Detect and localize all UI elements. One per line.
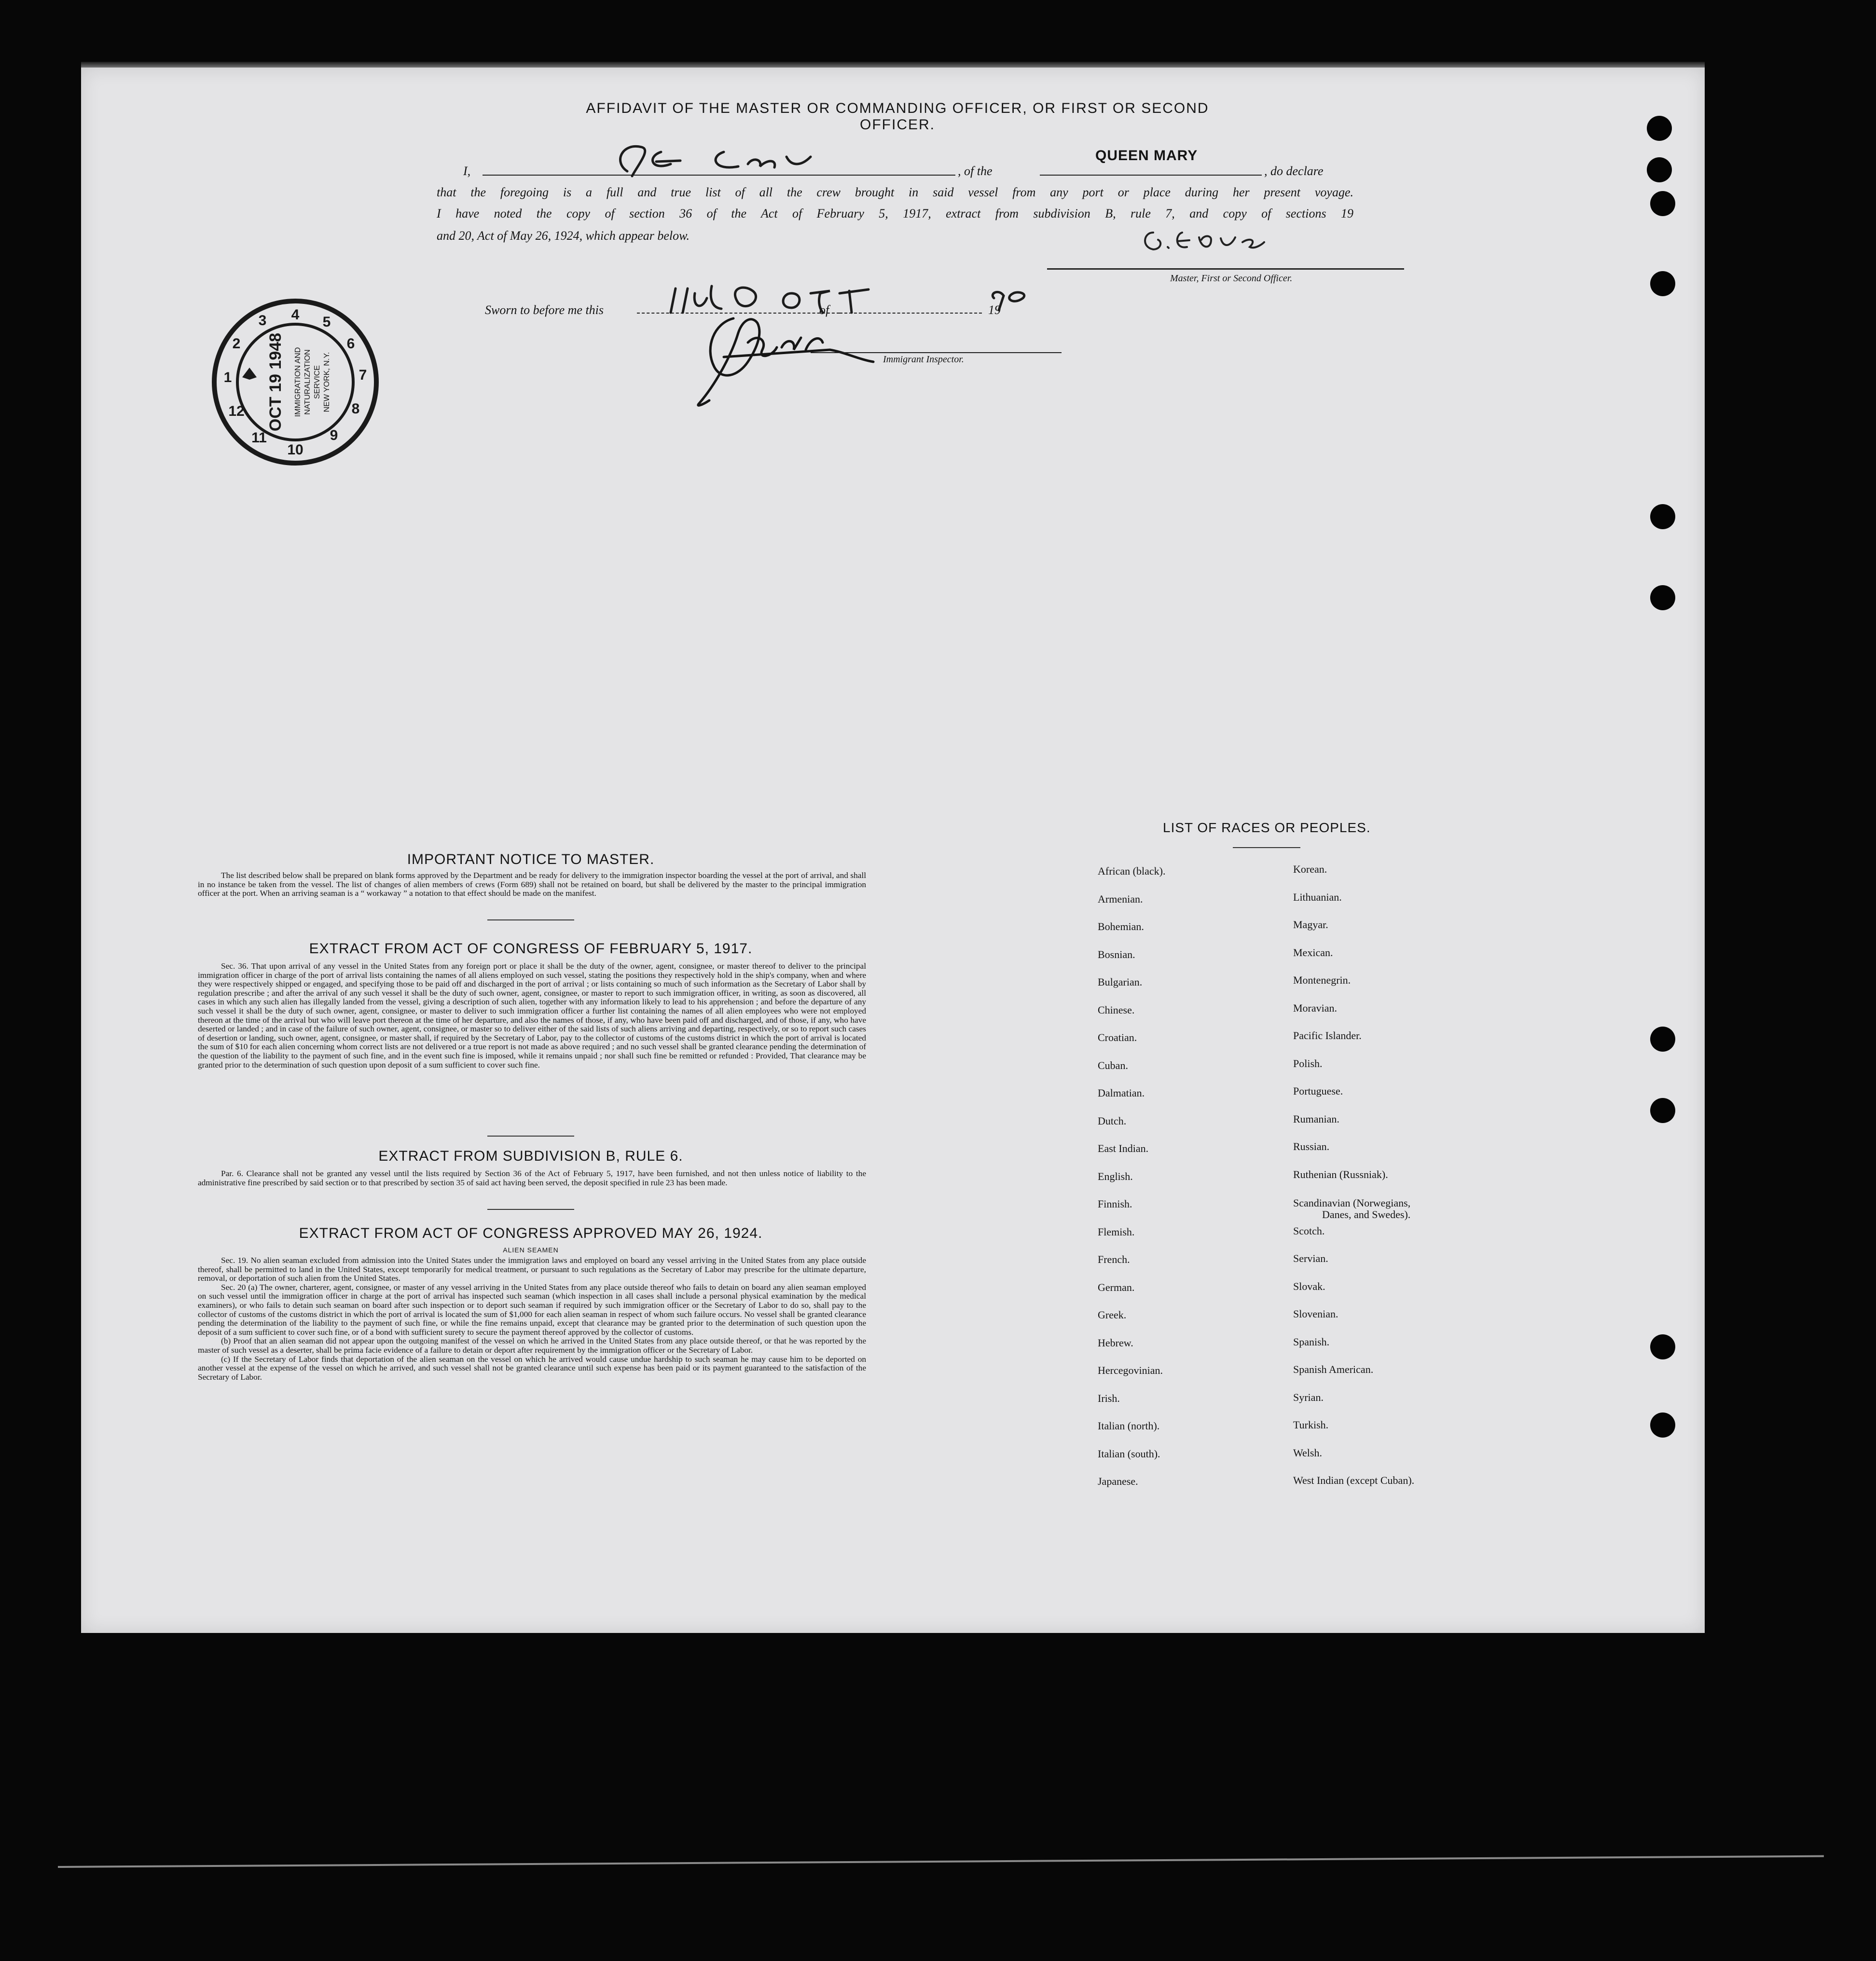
binder-hole xyxy=(1647,157,1672,182)
svg-text:4: 4 xyxy=(291,307,300,323)
master-signature-line xyxy=(1047,268,1404,270)
race-item: Dutch. xyxy=(1098,1115,1127,1127)
svg-text:5: 5 xyxy=(322,314,331,330)
svg-text:12: 12 xyxy=(228,403,245,419)
notice-heading: IMPORTANT NOTICE TO MASTER. xyxy=(407,851,655,867)
svg-text:9: 9 xyxy=(330,427,338,443)
affidavit-line-1: that the foregoing is a full and true list of all the crew brought in said vessel from any port or place during her present voyage. xyxy=(437,185,1353,199)
race-item: Moravian. xyxy=(1293,1002,1338,1014)
svg-text:6: 6 xyxy=(346,336,355,352)
race-item: Lithuanian. xyxy=(1293,891,1342,903)
binder-hole xyxy=(1650,191,1675,216)
race-item: Croatian. xyxy=(1098,1031,1137,1043)
ship-name-line xyxy=(1040,175,1262,176)
master-signature xyxy=(1139,223,1293,257)
race-item: Italian (north). xyxy=(1098,1420,1160,1432)
immigration-date-stamp xyxy=(208,295,382,469)
binder-hole xyxy=(1650,1334,1675,1359)
inspector-caption: Immigrant Inspector. xyxy=(883,354,964,365)
extract-1924-heading: EXTRACT FROM ACT OF CONGRESS APPROVED MAY 26, 1924. xyxy=(299,1225,763,1241)
notice-paragraph: The list described below shall be prepared on blank forms approved by the Department and be ready for delivery to the immigration inspector boarding the vessel at the port of arrival, and shall in no instance be taken from the vessel. The list of changes of alien members of crews (Form 689) shall not be retained on board, but shall be delivered by the master to the principal immigration officer at the port. When an arriving seaman is a “ workaway ” a notation to that effect should be made on the manifest. xyxy=(198,871,866,898)
race-item: Bulgarian. xyxy=(1098,976,1143,988)
year-prefix: 19 xyxy=(988,303,1001,317)
affidavit-line-3: and 20, Act of May 26, 1924, which appear below. xyxy=(437,229,690,243)
race-item: Japanese. xyxy=(1098,1475,1138,1487)
stamp-date: OCT 19 1948 xyxy=(266,332,285,432)
section-20b-paragraph: (b) Proof that an alien seaman did not appear upon the outgoing manifest of the vessel on which he arrived in the United States from any place outside thereof, or that he was reported by the master of such vessel as a deserter, shall be prima facie evidence of a failure to detain or deport after requirement by the immigration officer or the Secretary of Labor. xyxy=(198,1336,866,1355)
do-declare-label: , do declare xyxy=(1264,164,1324,178)
section-19-paragraph: Sec. 19. No alien seaman excluded from admission into the United States under the immigration laws and employed on board any vessel arriving in the United States from any place outside thereof, shall be permitted to land in the United States, except temporarily for medical treatment, or pursuant to such regulations as the Secretary of Labor may prescribe for the ultimate departure, removal, or deportation of such alien from the United States. xyxy=(198,1256,866,1283)
binder-hole xyxy=(1650,585,1675,610)
svg-text:SERVICE: SERVICE xyxy=(313,365,321,399)
binder-hole xyxy=(1650,1027,1675,1052)
race-item: Chinese. xyxy=(1098,1004,1135,1016)
race-item: English. xyxy=(1098,1170,1133,1182)
race-item: Armenian. xyxy=(1098,893,1143,905)
race-item: Slovak. xyxy=(1293,1280,1325,1292)
race-item: German. xyxy=(1098,1281,1135,1293)
master-caption: Master, First or Second Officer. xyxy=(1170,273,1293,284)
race-item: Pacific Islander. xyxy=(1293,1029,1362,1042)
binder-hole xyxy=(1647,116,1672,141)
race-item: Cuban. xyxy=(1098,1059,1128,1071)
extract-1917-heading: EXTRACT FROM ACT OF CONGRESS OF FEBRUARY 5, 1917. xyxy=(309,941,753,957)
race-item: French. xyxy=(1098,1253,1130,1265)
race-item: Magyar. xyxy=(1293,919,1328,931)
ship-name: QUEEN MARY xyxy=(1095,148,1198,164)
race-item: Irish. xyxy=(1098,1392,1120,1404)
divider xyxy=(487,1209,574,1210)
rule-6-body xyxy=(198,1169,866,1187)
affidavit-title: AFFIDAVIT OF THE MASTER OR COMMANDING OFFICER, OR FIRST OR SECOND OFFICER. xyxy=(586,100,1209,133)
extract-1924-body xyxy=(198,1256,866,1382)
svg-text:3: 3 xyxy=(258,313,267,329)
race-item: Flemish. xyxy=(1098,1226,1135,1238)
race-item: Scotch. xyxy=(1293,1225,1325,1237)
race-item: Hebrew. xyxy=(1098,1337,1133,1349)
race-item: Servian. xyxy=(1293,1252,1328,1264)
binder-hole xyxy=(1650,1098,1675,1123)
declarant-prefix: I, xyxy=(463,164,471,178)
race-item: Welsh. xyxy=(1293,1447,1322,1459)
race-item: Russian. xyxy=(1293,1140,1330,1152)
race-item: Scandinavian (Norwegians, xyxy=(1293,1197,1411,1209)
inspector-signature-line xyxy=(811,352,1062,353)
svg-text:10: 10 xyxy=(287,442,303,458)
race-item: Polish. xyxy=(1293,1057,1323,1070)
race-item: Spanish. xyxy=(1293,1336,1330,1348)
race-item: Dalmatian. xyxy=(1098,1087,1145,1099)
section-20c-paragraph: (c) If the Secretary of Labor finds that deportation of the alien seaman on the vessel on which he arrived would cause undue hardship to such seaman he may cause him to be deported on another vessel at the expense of the vessel on which he arrived, and such vessel shall not be granted clearance until such expense has been paid or its payment guaranteed to the satisfaction of the Secretary of Labor. xyxy=(198,1354,866,1382)
section-20a-paragraph: Sec. 20 (a) The owner, charterer, agent, consignee, or master of any vessel arriving in the United States from any place outside thereof who fails to detain on board any alien seaman employed on such vessel until the immigration officer in charge at the port of arrival has inspected such seaman (which inspection in all cases shall include a personal physical examination by the medical examiners), or who fails to detain such seaman on board after such inspection or to deport such seaman if required by such immigration officer or the Secretary of Labor to do so, shall pay to the collector of customs of the customs district in which the port of arrival is located the sum of $1,000 for each alien seaman in respect of whom such failure occurs. No vessel shall be granted clearance pending the determination of the liability to the payment of such fine, or while the fine remains unpaid, except that clearance may be granted prior to the determination of such question upon the deposit of a sum sufficient to cover such fine, or of a bond with sufficient surety to secure the payment thereof approved by the collector of customs. xyxy=(198,1282,866,1337)
sworn-prefix: Sworn to before me this xyxy=(485,303,604,317)
svg-text:8: 8 xyxy=(351,401,360,417)
svg-text:11: 11 xyxy=(251,430,267,446)
section-36-paragraph: Sec. 36. That upon arrival of any vessel in the United States from any foreign port or place it shall be the duty of the owner, agent, consignee, or master thereof to deliver to the principal immigration officer in charge of the port of arrival lists containing the names of all aliens employed on such vessel, stating the positions they respectively hold in the ship's company, when and where they were respectively shipped or engaged, and specifying those to be paid off and discharged in the port of arrival ; or lists containing so much of such information as the Secretary of Labor shall by regulation prescribe ; and after the arrival of any such vessel it shall be the duty of such owner, agent, consignee, or master to report to such immigration officer, in writing, as soon as discovered, all cases in which any such alien has illegally landed from the vessel, giving a description of such alien, together with any information likely to lead to his apprehension ; and before the departure of any such vessel it shall be the duty of such owner, agent, consignee, or master to deliver to such immigration officer a further list containing the names of all alien employees who were not employed thereon at the time of the arrival but who will leave port thereon at the time of her departure, and also the names of those, if any, who have been paid off and discharged, and of those, if any, who have deserted or landed ; and in case of the failure of such owner, agent, consignee, or master so to deliver either of the said lists of such aliens arriving and departing, respectively, or so to report such cases of desertion or landing, such owner, agent, consignee, or master shall, if required by the Secretary of Labor, pay to the collector of customs of the customs district in which the port of arrival is located the sum of $10 for each alien concerning whom correct lists are not delivered or a true report is not made as above required ; and no such vessel shall be granted clearance pending the determination of the question of the liability to the payment of such fine, and in the event such fine is imposed, while it remains unpaid ; nor shall such fine be remitted or refunded : Provided, That clearance may be granted prior to the determination of such question upon deposit of a sum sufficient to cover such fine. xyxy=(198,961,866,1070)
divider xyxy=(487,919,574,920)
race-item: Finnish. xyxy=(1098,1198,1132,1210)
races-list-title: LIST OF RACES OR PEOPLES. xyxy=(1163,820,1371,835)
svg-text:7: 7 xyxy=(359,367,367,383)
svg-text:NEW YORK, N.Y.: NEW YORK, N.Y. xyxy=(323,352,331,412)
inspector-signature xyxy=(685,304,897,410)
race-item: Slovenian. xyxy=(1293,1308,1338,1320)
svg-text:NATURALIZATION: NATURALIZATION xyxy=(303,349,312,415)
race-item: Turkish. xyxy=(1293,1419,1329,1431)
extract-1917-body xyxy=(198,962,866,1070)
affidavit-line-2: I have noted the copy of section 36 of the Act of February 5, 1917, extract from subdivision B, rule 7, and copy of sections 19 xyxy=(437,206,1353,220)
race-item: Portuguese. xyxy=(1293,1085,1343,1097)
of-the-label: , of the xyxy=(958,164,993,178)
divider xyxy=(1233,847,1300,848)
svg-text:IMMIGRATION AND: IMMIGRATION AND xyxy=(294,347,302,417)
race-item: Bohemian. xyxy=(1098,920,1144,933)
race-item: Bosnian. xyxy=(1098,948,1135,960)
divider xyxy=(487,1136,574,1137)
master-signature-handwriting xyxy=(608,137,830,181)
svg-text:2: 2 xyxy=(232,336,241,352)
race-item: Italian (south). xyxy=(1098,1448,1160,1460)
of-label: of xyxy=(819,303,829,317)
race-item: Spanish American. xyxy=(1293,1363,1374,1375)
race-item: Syrian. xyxy=(1293,1391,1324,1403)
race-item: African (black). xyxy=(1098,865,1166,877)
binder-hole xyxy=(1650,1412,1675,1438)
binder-hole xyxy=(1650,271,1675,296)
svg-text:1: 1 xyxy=(223,370,232,385)
race-item: Ruthenian (Russniak). xyxy=(1293,1168,1388,1180)
alien-seamen-subheading: ALIEN SEAMEN xyxy=(503,1246,559,1254)
race-item: Korean. xyxy=(1293,863,1327,875)
par-6-paragraph: Par. 6. Clearance shall not be granted any vessel until the lists required by Section 36 of the Act of February 5, 1917, have been furnished, and not then unless notice of liability to the administrative fine prescribed by said section or to that prescribed by section 35 of said act having been served, the deposit specified in rule 23 has been made. xyxy=(198,1169,866,1187)
race-item: Greek. xyxy=(1098,1309,1127,1321)
notice-body xyxy=(198,871,866,898)
race-item: Montenegrin. xyxy=(1293,974,1351,986)
rule-6-heading: EXTRACT FROM SUBDIVISION B, RULE 6. xyxy=(378,1148,683,1164)
race-item: West Indian (except Cuban). xyxy=(1293,1474,1415,1486)
race-item: Hercegovinian. xyxy=(1098,1364,1163,1376)
binder-hole xyxy=(1650,504,1675,529)
race-item: Rumanian. xyxy=(1293,1113,1339,1125)
race-item: East Indian. xyxy=(1098,1142,1149,1154)
race-item-continuation: Danes, and Swedes). xyxy=(1322,1208,1411,1220)
race-item: Mexican. xyxy=(1293,946,1333,959)
